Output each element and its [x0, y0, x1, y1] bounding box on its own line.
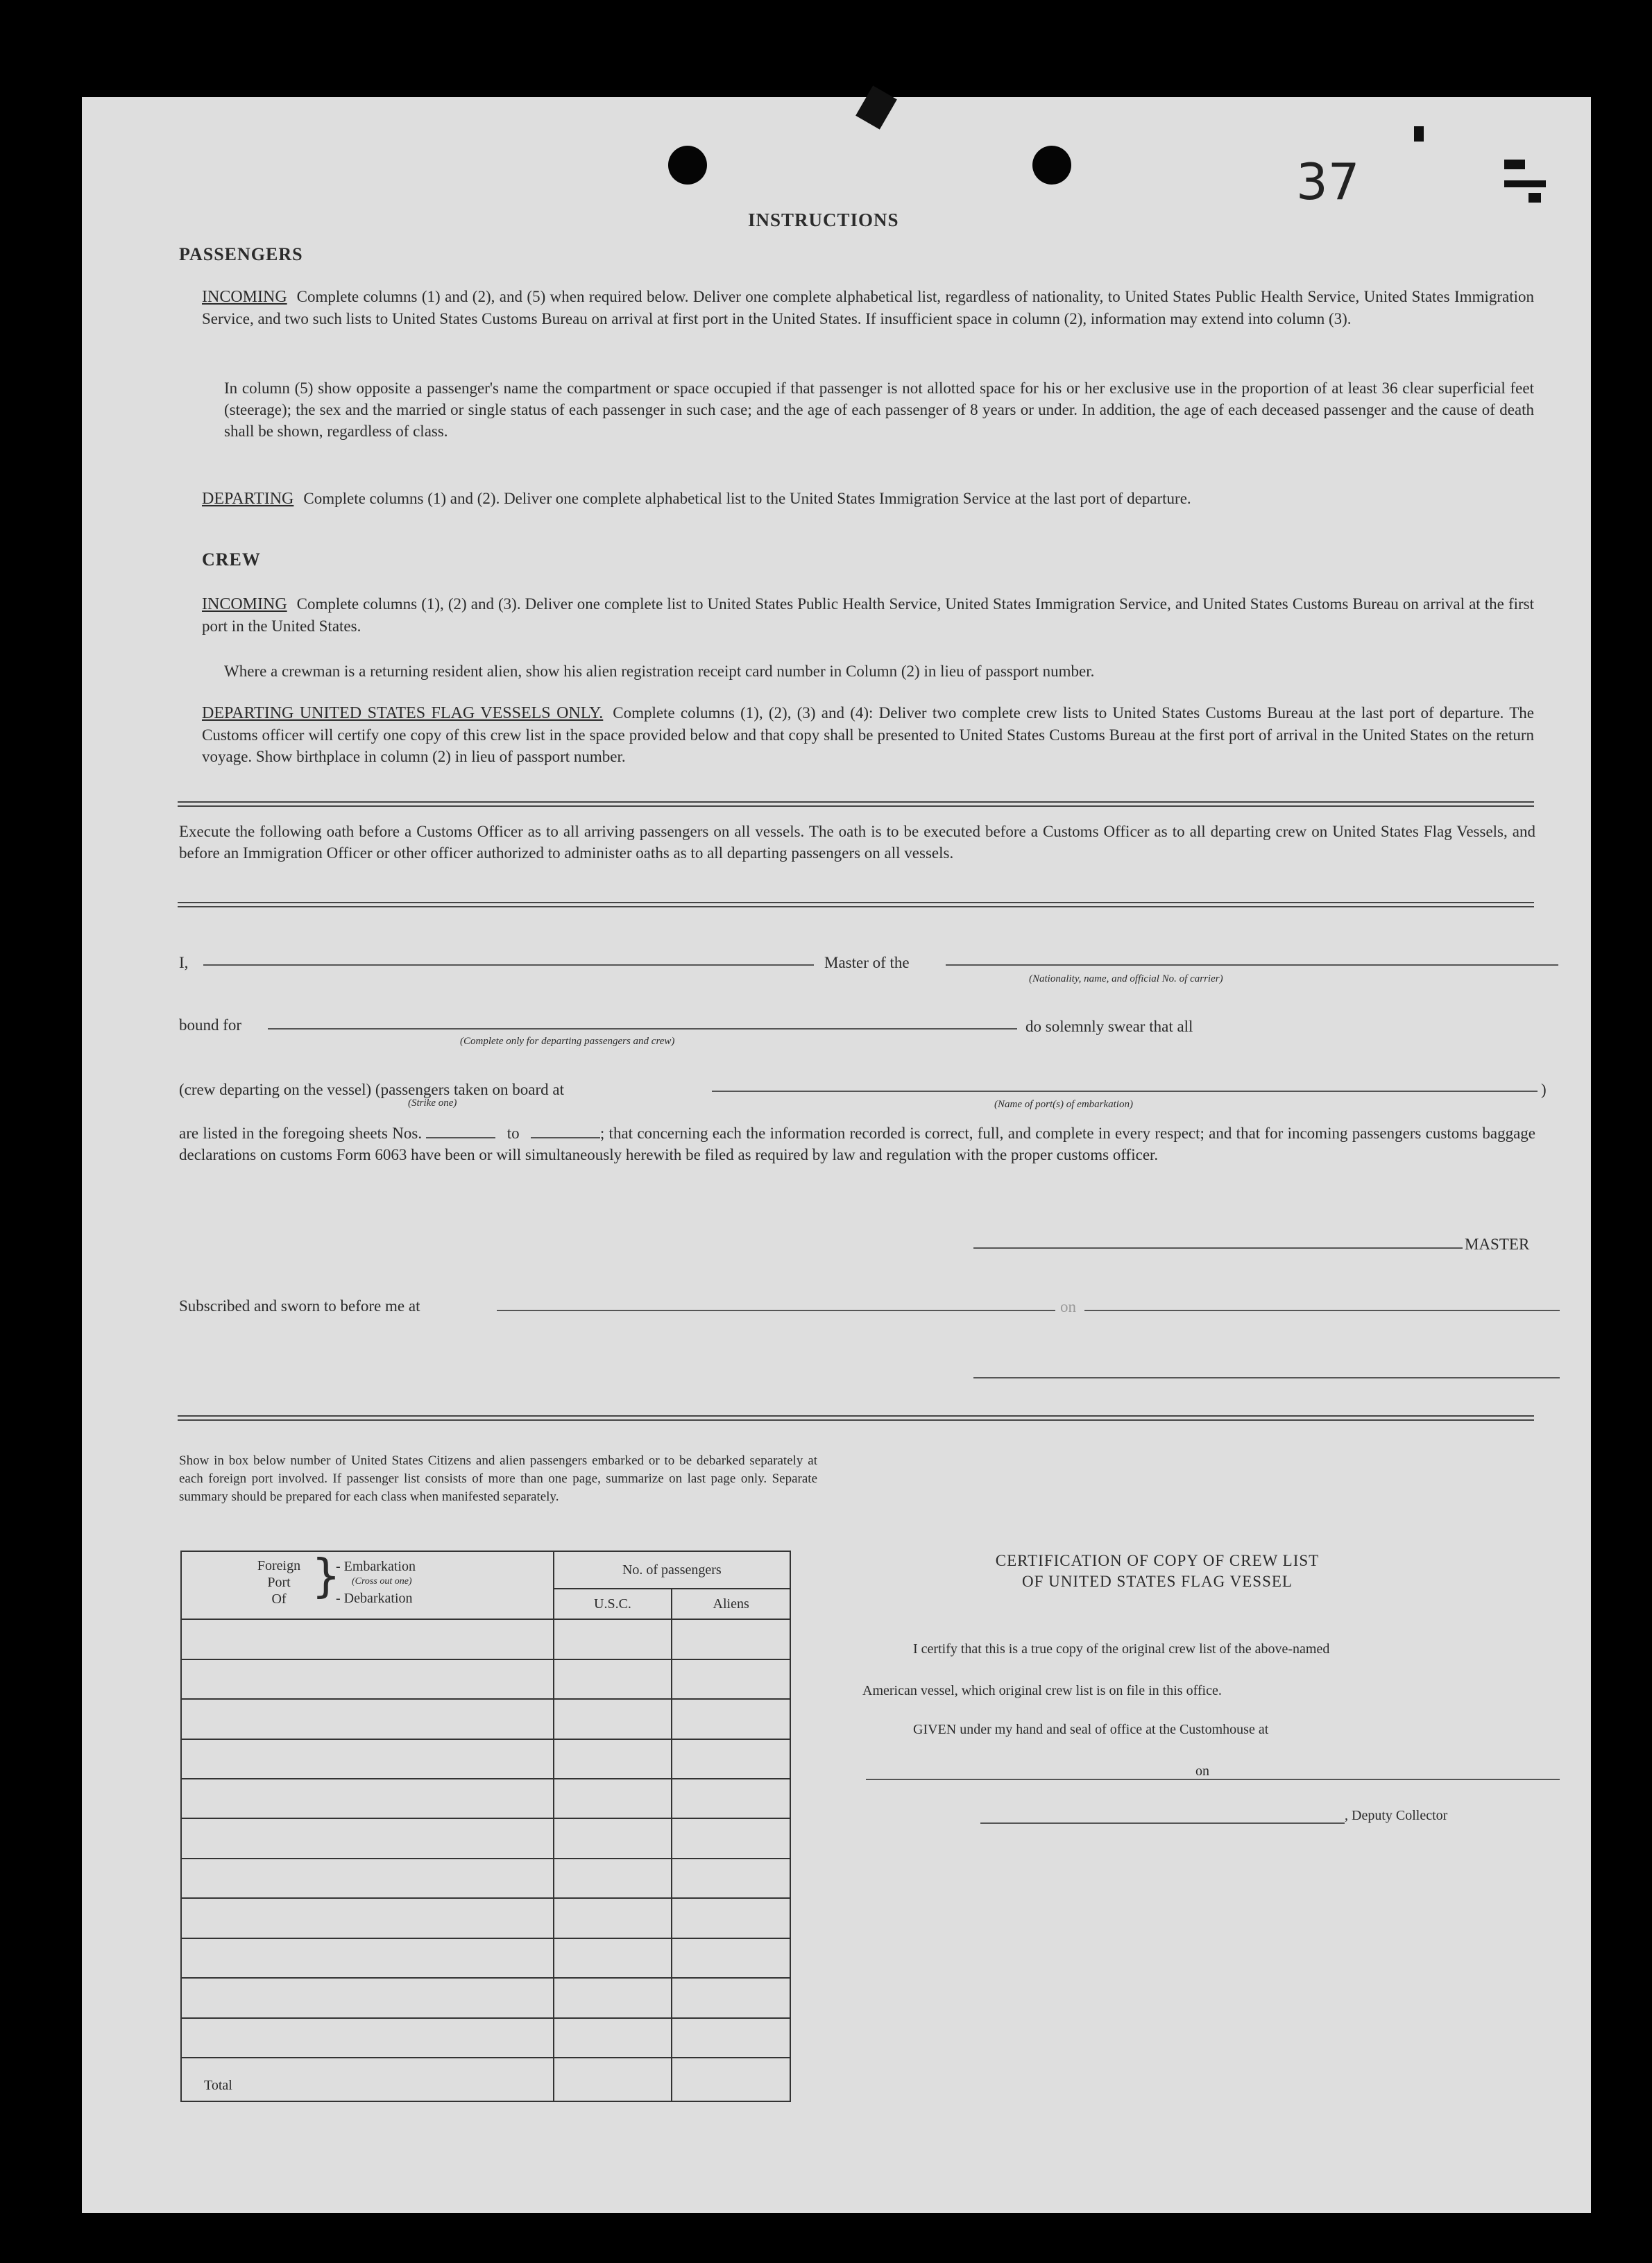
cert-on-label: on: [1195, 1764, 1209, 1779]
summary-port-cell[interactable]: [181, 1659, 554, 1699]
departing-flag-label: DEPARTING UNITED STATES FLAG VESSELS ONLY.: [202, 704, 604, 722]
summary-row: [181, 2018, 790, 2058]
oath-execution-instructions: Execute the following oath before a Customs Officer as to all arriving passengers on all vessels. The oath is to be executed before a Customs Officer as to all departing crew on United States Flag Vessels, and before an Immigration Officer or other officer authorized to administer oaths as to all departing passengers on all vessels.: [179, 823, 1535, 862]
listed-text-a: are listed in the foregoing sheets Nos.: [179, 1125, 423, 1142]
summary-row: [181, 1659, 790, 1699]
summary-aliens-cell[interactable]: [672, 1659, 790, 1699]
form-sheet: [82, 97, 1591, 2213]
incoming-label: INCOMING: [202, 288, 287, 306]
departing-label: DEPARTING: [202, 490, 294, 508]
summary-row: [181, 1699, 790, 1739]
sworn-on-label: on: [1060, 1298, 1076, 1315]
handwritten-page-number: 37: [1296, 153, 1360, 211]
of-label: Of: [271, 1591, 287, 1607]
summary-port-cell[interactable]: [181, 1818, 554, 1858]
summary-usc-cell[interactable]: [554, 1978, 672, 2017]
summary-usc-cell[interactable]: [554, 1898, 672, 1938]
summary-usc-cell[interactable]: [554, 2018, 672, 2058]
officer-signature-field[interactable]: [973, 1377, 1560, 1378]
summary-aliens-cell[interactable]: [672, 1859, 790, 1898]
incoming-passengers-instructions: [202, 286, 1534, 330]
divider: [178, 1415, 1534, 1421]
embarkation-ports-field[interactable]: [712, 1091, 1538, 1092]
cert-date-field[interactable]: [1214, 1779, 1560, 1780]
aliens-header: Aliens: [672, 1589, 790, 1619]
close-paren: ): [1541, 1081, 1547, 1098]
summary-port-cell[interactable]: [181, 1619, 554, 1659]
debarkation-label: - Debarkation: [336, 1591, 413, 1606]
total-label: Total: [181, 2058, 554, 2101]
subscribed-label: Subscribed and sworn to before me at: [179, 1297, 420, 1315]
summary-instructions: Show in box below number of United States Citizens and alien passengers embarked or to be debarked separately at each foreign port involved. If passenger list consists of more than one page, summarize on last page only. Separate summary should be prepared for each class when manifested separately.: [179, 1453, 817, 1504]
summary-aliens-cell[interactable]: [672, 1978, 790, 2017]
crew-heading: CREW: [202, 549, 261, 570]
departing-text: Complete columns (1) and (2). Deliver one complete alphabetical list to the United States Immigration Service at the last port of departure.: [303, 490, 1191, 507]
summary-aliens-cell[interactable]: [672, 1699, 790, 1739]
swear-label: do solemnly swear that all: [1025, 1018, 1193, 1035]
crew-departing-label: (crew departing on the vessel) (passengers taken on board at: [179, 1081, 564, 1098]
listed-to: to: [506, 1125, 520, 1142]
summary-usc-cell[interactable]: [554, 1699, 672, 1739]
oath-i-label: I,: [179, 954, 189, 971]
column5-instructions: In column (5) show opposite a passenger's name the compartment or space occupied if that passenger is not allotted space for his or her exclusive use in the proportion of at least 36 clear superficial feet (steerage); the sex and the married or single status of each passenger in such case; and the age of each passenger of 8 years or under. In addition, the age of each deceased passenger and the cause of death shall be shown, regardless of class.: [224, 379, 1534, 440]
summary-port-cell[interactable]: [181, 1739, 554, 1779]
summary-row: [181, 1978, 790, 2017]
crewman-instructions: Where a crewman is a returning resident alien, show his alien registration receipt card number in Column (2) in lieu of passport number.: [224, 663, 1095, 680]
punch-hole-left: [668, 146, 707, 185]
departing-passengers-instructions: [202, 488, 1534, 510]
ink-mark: [1504, 180, 1546, 187]
summary-port-cell[interactable]: [181, 1699, 554, 1739]
port-header-cell: [181, 1551, 554, 1619]
summary-usc-cell[interactable]: [554, 1859, 672, 1898]
summary-port-cell[interactable]: [181, 1859, 554, 1898]
carrier-field[interactable]: [946, 964, 1558, 966]
port-label: Port: [267, 1575, 291, 1590]
summary-usc-cell[interactable]: [554, 1659, 672, 1699]
listed-text-b: ; that concerning each the information recorded is correct, full, and complete in every respect; and that for incoming passengers customs baggage declarations on customs Form 6063 have been or will simultaneously herewith be filed as required by law and regulation with the proper customs officer.: [179, 1125, 1535, 1163]
master-label: MASTER: [1465, 1236, 1530, 1253]
punch-hole-right: [1032, 146, 1071, 185]
total-aliens-cell[interactable]: [672, 2058, 790, 2101]
master-of-label: Master of the: [824, 954, 910, 971]
certification-title-line2: OF UNITED STATES FLAG VESSEL: [1022, 1573, 1293, 1590]
bound-caption: (Complete only for departing passengers and crew): [460, 1036, 675, 1047]
incoming-text: Complete columns (1) and (2), and (5) when required below. Deliver one complete alphabetical list, regardless of nationality, to United States Public Health Service, United States Immigration Service, and two such lists to United States Customs Bureau on arrival at first port in the United States. If insufficient space in column (2), information may extend into column (3).: [202, 288, 1534, 327]
sheet-from-field[interactable]: [426, 1123, 495, 1138]
passenger-summary-table: [180, 1551, 791, 2102]
summary-aliens-cell[interactable]: [672, 2018, 790, 2058]
deputy-collector-label: , Deputy Collector: [1345, 1808, 1448, 1823]
ink-mark: [855, 85, 897, 129]
strike-caption: (Strike one): [408, 1098, 457, 1109]
crew-incoming-instructions: [202, 593, 1534, 637]
sheet-to-field[interactable]: [531, 1123, 600, 1138]
certification-title-line1: CERTIFICATION OF COPY OF CREW LIST: [995, 1552, 1320, 1569]
summary-port-cell[interactable]: [181, 1938, 554, 1978]
summary-usc-cell[interactable]: [554, 1779, 672, 1818]
summary-aliens-cell[interactable]: [672, 1739, 790, 1779]
sworn-date-field[interactable]: [1084, 1310, 1560, 1311]
ink-mark: [1414, 126, 1424, 142]
certify-text-2: American vessel, which original crew list is on file in this office.: [862, 1683, 1222, 1698]
crew-incoming-label: INCOMING: [202, 595, 287, 613]
cross-out-caption: (Cross out one): [352, 1576, 412, 1587]
ports-caption: (Name of port(s) of embarkation): [994, 1099, 1133, 1110]
passengers-heading: PASSENGERS: [179, 244, 303, 264]
foreign-label: Foreign: [257, 1558, 301, 1573]
summary-aliens-cell[interactable]: [672, 1619, 790, 1659]
summary-port-cell[interactable]: [181, 1898, 554, 1938]
summary-port-cell[interactable]: [181, 2018, 554, 2058]
summary-aliens-cell[interactable]: [672, 1898, 790, 1938]
bound-for-label: bound for: [179, 1016, 242, 1034]
deputy-signature-field[interactable]: [980, 1822, 1345, 1824]
summary-aliens-cell[interactable]: [672, 1818, 790, 1858]
summary-usc-cell[interactable]: [554, 1619, 672, 1659]
bound-for-field[interactable]: [268, 1028, 1017, 1030]
ink-mark: [1528, 193, 1541, 203]
summary-aliens-cell[interactable]: [672, 1779, 790, 1818]
brace-icon: }: [312, 1549, 341, 1603]
ink-mark: [1504, 160, 1525, 169]
summary-usc-cell[interactable]: [554, 1739, 672, 1779]
summary-port-cell[interactable]: [181, 1978, 554, 2017]
summary-row: [181, 1779, 790, 1818]
instructions-title: INSTRUCTIONS: [748, 210, 899, 230]
summary-row: [181, 1938, 790, 1978]
certify-text-1: I certify that this is a true copy of the original crew list of the above-named: [913, 1641, 1330, 1657]
listed-paragraph: [179, 1122, 1535, 1165]
divider: [178, 801, 1534, 807]
master-signature-field[interactable]: [973, 1247, 1463, 1249]
usc-header: U.S.C.: [554, 1589, 672, 1619]
summary-row: [181, 1818, 790, 1858]
master-name-field[interactable]: [203, 964, 814, 966]
summary-row: [181, 1739, 790, 1779]
crew-incoming-text: Complete columns (1), (2) and (3). Deliver one complete list to United States Public Health Service, United States Immigration Service, and United States Customs Bureau on arrival at the first port in the United States.: [202, 595, 1534, 635]
certification-title: [880, 1551, 1435, 1592]
departing-flag-text: Complete columns (1), (2), (3) and (4): Deliver two complete crew lists to United States Customs Bureau at the last port of departure. The Customs officer will certify one copy of this crew list in the space provided below and that copy shall be presented to United States Customs Bureau at the first port of arrival in the United States on the return voyage. Show birthplace in column (2) in lieu of passport number.: [202, 704, 1535, 765]
departing-flag-instructions: [202, 702, 1534, 767]
summary-row: [181, 1619, 790, 1659]
given-text: GIVEN under my hand and seal of office at the Customhouse at: [913, 1722, 1269, 1737]
no-passengers-header: No. of passengers: [554, 1551, 790, 1589]
total-usc-cell[interactable]: [554, 2058, 672, 2101]
sworn-place-field[interactable]: [497, 1310, 1055, 1311]
summary-port-cell[interactable]: [181, 1779, 554, 1818]
summary-usc-cell[interactable]: [554, 1938, 672, 1978]
carrier-caption: (Nationality, name, and official No. of carrier): [1029, 973, 1223, 984]
divider: [178, 902, 1534, 907]
summary-usc-cell[interactable]: [554, 1818, 672, 1858]
summary-aliens-cell[interactable]: [672, 1938, 790, 1978]
embarkation-label: - Embarkation: [336, 1559, 416, 1574]
summary-row: [181, 1859, 790, 1898]
summary-row: [181, 1898, 790, 1938]
